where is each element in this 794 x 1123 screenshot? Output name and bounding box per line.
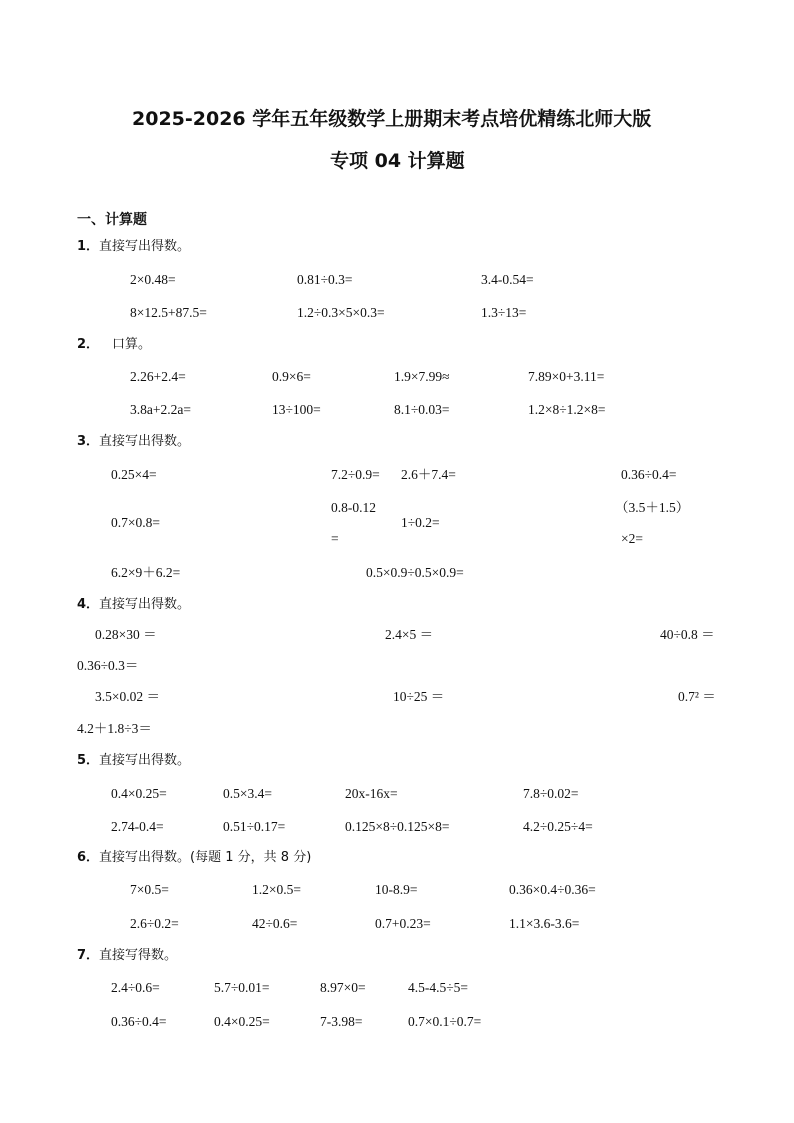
question-5-prompt xyxy=(77,754,190,767)
expression: 7.8÷0.02= xyxy=(523,786,579,801)
question-number: 3． xyxy=(77,434,100,449)
expression: 0.81÷0.3= xyxy=(297,272,353,287)
expression: 8.97×0= xyxy=(320,980,366,995)
expression: 0.36÷0.3＝ xyxy=(77,658,139,673)
expression: 7-3.98= xyxy=(320,1014,363,1029)
question-text: 直接写出得数。(每题 1 分，共 8 分) xyxy=(99,850,312,865)
expression: 1.2×0.5= xyxy=(252,882,301,897)
question-text: 直接写出得数。 xyxy=(99,239,191,254)
question-text: 直接写出得数。 xyxy=(99,753,191,768)
expression: ×2= xyxy=(621,531,643,546)
expression: 5.7÷0.01= xyxy=(214,980,270,995)
expression: 1.1×3.6-3.6= xyxy=(509,916,580,931)
expression: 4.2＋1.8÷3＝ xyxy=(77,721,152,736)
expression: （3.5＋1.5） xyxy=(615,500,690,515)
expression: 0.125×8÷0.125×8= xyxy=(345,819,450,834)
question-6-prompt xyxy=(77,851,311,864)
page-subtitle: 专项 04 计算题 xyxy=(330,150,465,172)
question-number: 2． xyxy=(77,337,100,352)
expression: 1.2÷0.3×5×0.3= xyxy=(297,305,385,320)
expression: 13÷100= xyxy=(272,402,321,417)
expression: 42÷0.6= xyxy=(252,916,298,931)
expression: 2.74-0.4= xyxy=(111,819,164,834)
question-4-prompt xyxy=(77,598,190,611)
expression: = xyxy=(331,531,339,546)
expression: 1÷0.2= xyxy=(401,515,440,530)
expression: 0.36×0.4÷0.36= xyxy=(509,882,596,897)
expression: 4.2÷0.25÷4= xyxy=(523,819,593,834)
question-number: 1． xyxy=(77,239,100,254)
expression: 0.36÷0.4= xyxy=(111,1014,167,1029)
expression: 7×0.5= xyxy=(130,882,169,897)
question-text: 直接写出得数。 xyxy=(99,434,191,449)
expression: 1.9×7.99≈ xyxy=(394,369,450,384)
expression: 0.7×0.8= xyxy=(111,515,160,530)
expression: 0.25×4= xyxy=(111,467,157,482)
expression: 0.4×0.25= xyxy=(111,786,167,801)
expression: 1.3÷13= xyxy=(481,305,527,320)
question-number: 5． xyxy=(77,753,100,768)
expression: 10÷25 ＝ xyxy=(393,689,445,704)
expression: 2.4÷0.6= xyxy=(111,980,160,995)
expression: 3.4-0.54= xyxy=(481,272,534,287)
expression: 0.5×3.4= xyxy=(223,786,272,801)
question-text: 口算。 xyxy=(112,337,152,352)
expression: 7.89×0+3.11= xyxy=(528,369,605,384)
expression: 8.1÷0.03= xyxy=(394,402,450,417)
question-1-prompt xyxy=(77,240,190,253)
expression: 2.6÷0.2= xyxy=(130,916,179,931)
expression: 4.5-4.5÷5= xyxy=(408,980,469,995)
page-title: 2025-2026 学年五年级数学上册期末考点培优精练北师大版 xyxy=(132,108,652,130)
expression: 2.6＋7.4= xyxy=(401,467,456,482)
expression: 0.28×30 ＝ xyxy=(95,627,157,642)
expression: 0.51÷0.17= xyxy=(223,819,286,834)
expression: 8×12.5+87.5= xyxy=(130,305,207,320)
expression: 0.7+0.23= xyxy=(375,916,431,931)
question-number: 6． xyxy=(77,850,100,865)
expression: 0.8-0.12 xyxy=(331,500,376,515)
question-number: 7． xyxy=(77,948,100,963)
question-text: 直接写得数。 xyxy=(99,948,178,963)
expression: 1.2×8÷1.2×8= xyxy=(528,402,606,417)
expression: 0.7×0.1÷0.7= xyxy=(408,1014,482,1029)
question-2-prompt xyxy=(77,338,151,351)
expression: 2.26+2.4= xyxy=(130,369,186,384)
expression: 3.8a+2.2a= xyxy=(130,402,191,417)
question-7-prompt xyxy=(77,949,177,962)
expression: 7.2÷0.9= xyxy=(331,467,380,482)
expression: 2×0.48= xyxy=(130,272,176,287)
expression: 20x-16x= xyxy=(345,786,398,801)
expression: 40÷0.8 ＝ xyxy=(660,627,715,642)
question-3-prompt xyxy=(77,435,190,448)
expression: 2.4×5 ＝ xyxy=(385,627,434,642)
expression: 6.2×9＋6.2= xyxy=(111,565,181,580)
expression: 0.36÷0.4= xyxy=(621,467,677,482)
question-text: 直接写出得数。 xyxy=(99,597,191,612)
section-heading: 一、计算题 xyxy=(77,212,147,228)
expression: 0.5×0.9÷0.5×0.9= xyxy=(366,565,464,580)
expression: 0.9×6= xyxy=(272,369,311,384)
question-number: 4． xyxy=(77,597,100,612)
expression: 10-8.9= xyxy=(375,882,418,897)
expression: 3.5×0.02 ＝ xyxy=(95,689,160,704)
expression: 0.4×0.25= xyxy=(214,1014,270,1029)
expression: 0.7² ＝ xyxy=(678,689,716,704)
